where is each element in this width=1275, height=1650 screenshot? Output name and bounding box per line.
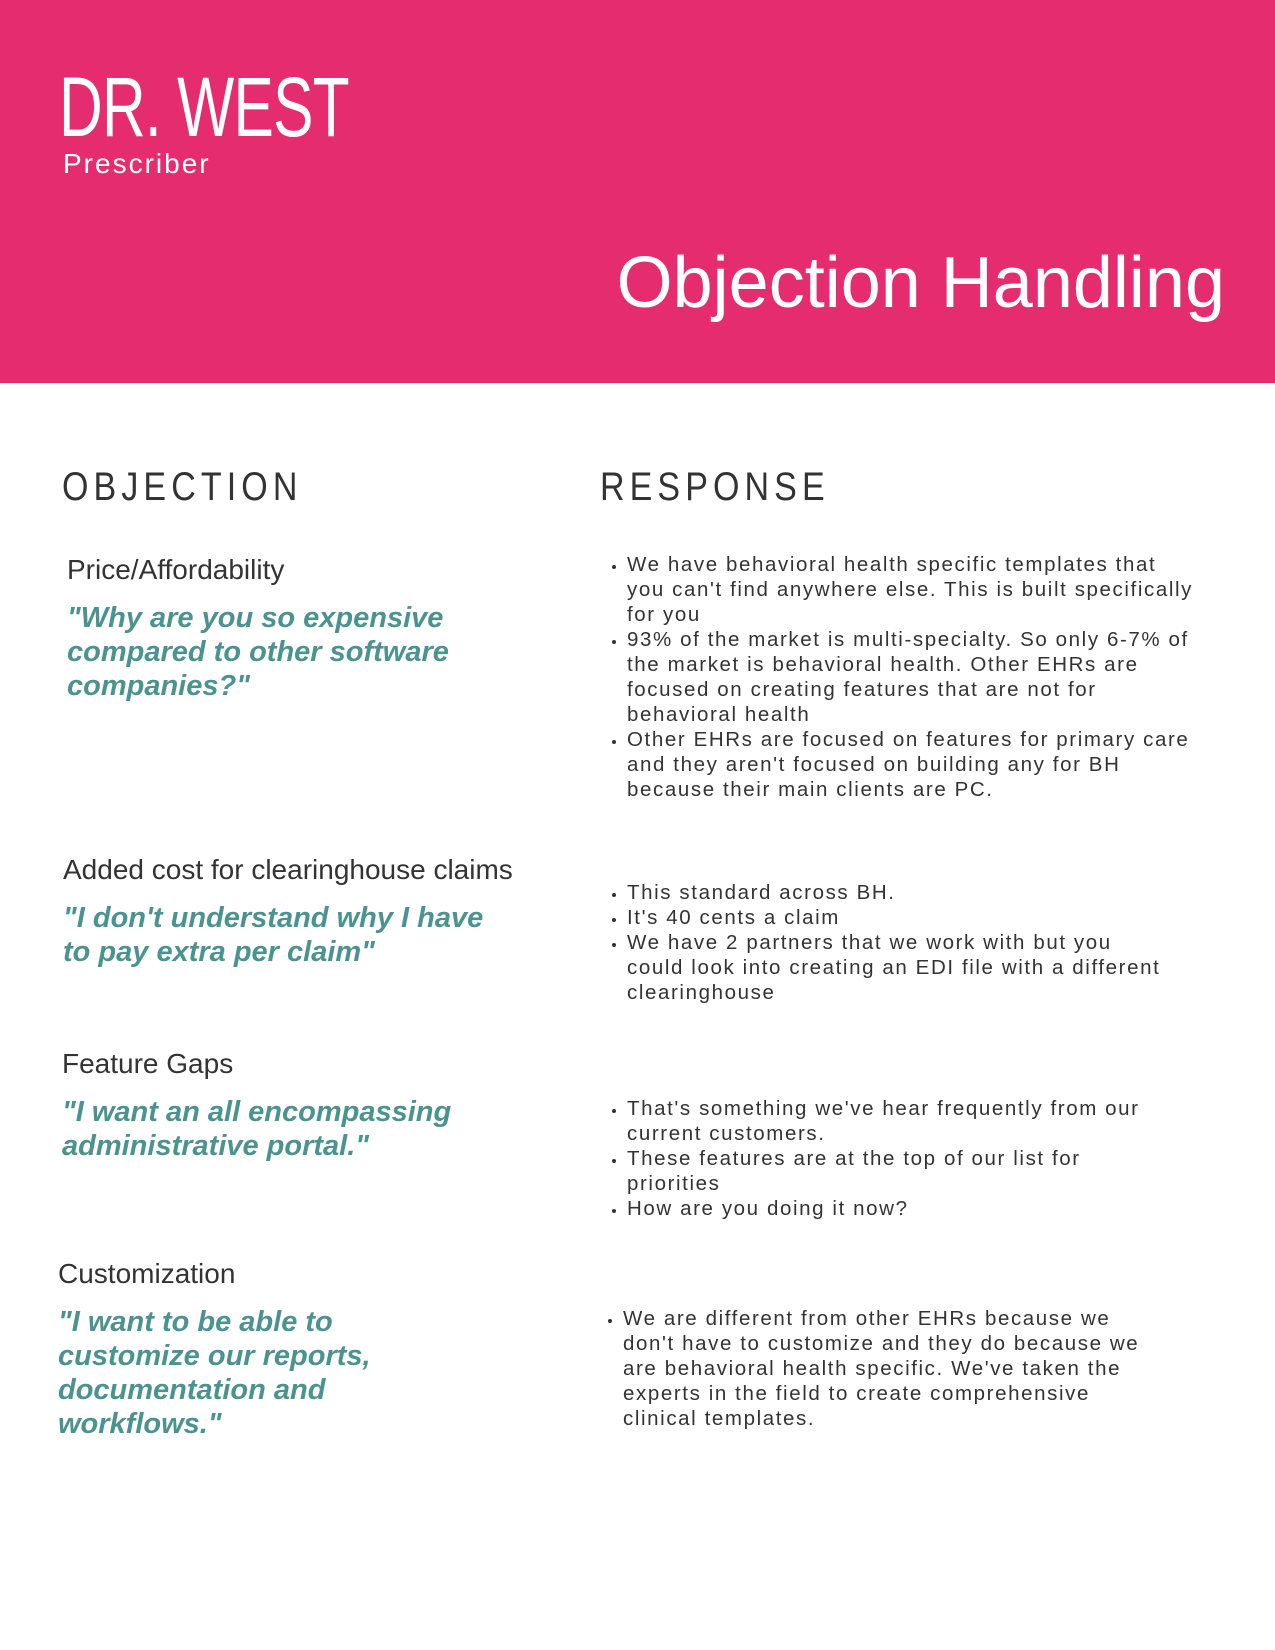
objection-item bbox=[63, 853, 513, 969]
response-item: • It's 40 cents a claim bbox=[627, 905, 1167, 930]
response-column-heading: RESPONSE bbox=[600, 465, 830, 509]
response-item: • We are different from other EHRs because we don't have to customize and they do because we are behavioral health specific. We've taken the experts in the field to create comprehensive clinical templates. bbox=[623, 1306, 1143, 1431]
response-item: • 93% of the market is multi-specialty. So only 6-7% of the market is behavioral health. Other EHRs are focused on creating features that are not for behavioral health bbox=[627, 627, 1197, 727]
objection-label: Price/Affordability bbox=[67, 554, 285, 585]
person-role: Prescriber bbox=[63, 148, 211, 179]
objection-label: Customization bbox=[58, 1258, 236, 1289]
response-list bbox=[601, 552, 1197, 802]
objection-column-heading: OBJECTION bbox=[62, 465, 303, 509]
response-item: • Other EHRs are focused on features for primary care and they aren't focused on building any for BH because their main clients are PC. bbox=[627, 727, 1197, 802]
header-banner bbox=[0, 0, 1275, 383]
response-item: • How are you doing it now? bbox=[627, 1196, 1147, 1221]
objection-item bbox=[67, 553, 487, 703]
response-list bbox=[601, 1096, 1147, 1221]
person-name: DR. WEST bbox=[59, 60, 349, 154]
objection-label: Added cost for clearinghouse claims bbox=[63, 854, 513, 885]
response-item: • We have behavioral health specific templates that you can't find anywhere else. This is built specifically for you bbox=[627, 552, 1197, 627]
objection-item bbox=[62, 1047, 482, 1163]
response-item: • We have 2 partners that we work with but you could look into creating an EDI file with a different clearinghouse bbox=[627, 930, 1167, 1005]
objection-quote: "I want an all encompassing administrative portal." bbox=[62, 1096, 452, 1162]
response-item: • That's something we've hear frequently from our current customers. bbox=[627, 1096, 1147, 1146]
response-item: • This standard across BH. bbox=[627, 880, 1167, 905]
objection-label: Feature Gaps bbox=[62, 1048, 234, 1079]
response-list bbox=[597, 1306, 1143, 1431]
response-item: • These features are at the top of our list for priorities bbox=[627, 1146, 1147, 1196]
objection-quote: "Why are you so expensive compared to other software companies?" bbox=[67, 602, 449, 702]
objection-quote: "I want to be able to customize our reports, documentation and workflows." bbox=[58, 1306, 371, 1440]
objection-item bbox=[58, 1257, 398, 1441]
response-list bbox=[601, 880, 1167, 1005]
page-title: Objection Handling bbox=[616, 243, 1225, 323]
objection-quote: "I don't understand why I have to pay extra per claim" bbox=[63, 902, 484, 968]
